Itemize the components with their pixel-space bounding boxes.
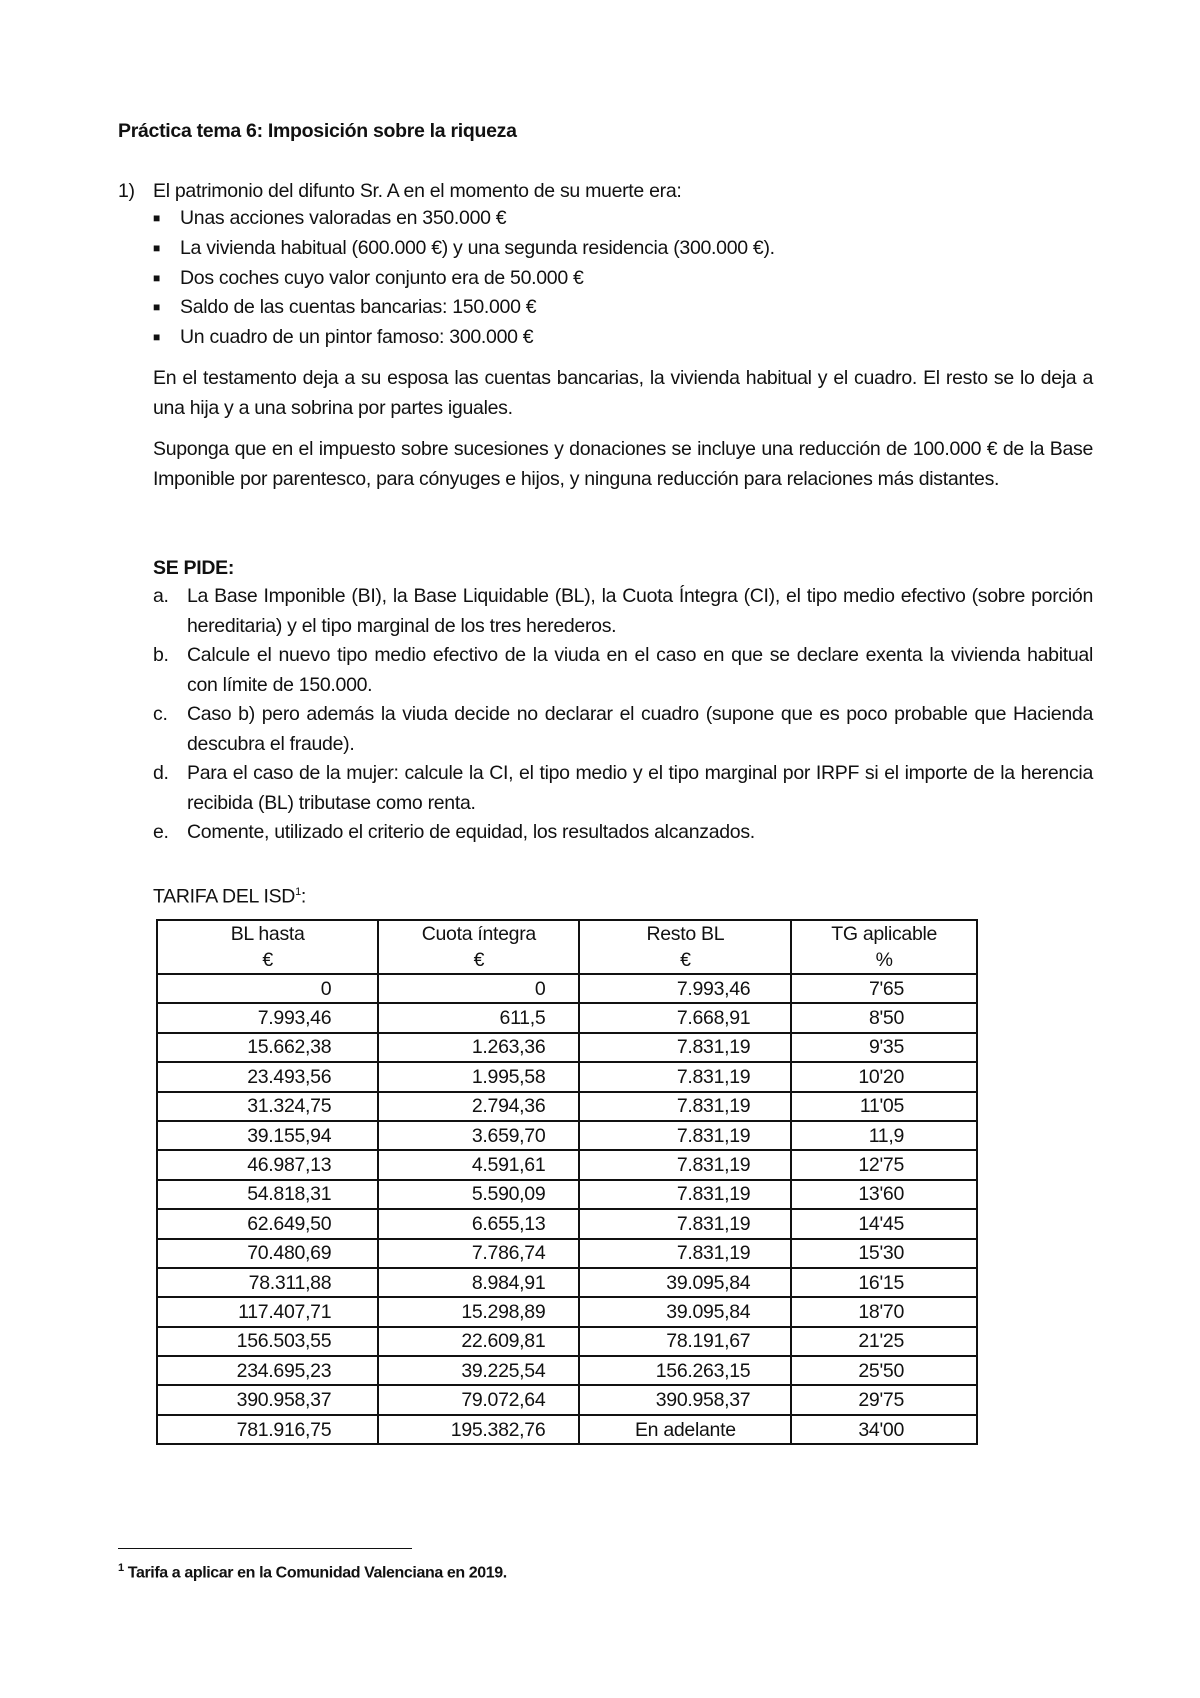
table-cell: 15.662,38 [157,1033,378,1062]
header-unit: € [473,949,485,971]
header-tg-aplicable [791,920,977,974]
table-cell: 13'60 [791,1180,977,1209]
table-cell: 611,5 [378,1003,579,1032]
table-row [157,1062,977,1091]
question-number: 1) [118,180,135,202]
table-row [157,1033,977,1062]
table-cell: 39.095,84 [579,1297,791,1326]
table-cell: 29'75 [791,1385,977,1414]
header-label: TG aplicable [831,923,938,945]
table-cell: 7.831,19 [579,1062,791,1091]
task-item [153,641,1093,700]
question-intro: El patrimonio del difunto Sr. A en el momento de su muerte era: [153,180,682,202]
table-cell: 23.493,56 [157,1062,378,1091]
will-paragraph: En el testamento deja a su esposa las cuentas bancarias, la vivienda habitual y el cuadro. El resto se lo deja a una hija y a una sobrina por partes iguales. [153,367,1093,419]
table-cell: En adelante [579,1415,791,1444]
header-unit: % [875,949,893,971]
table-cell: 79.072,64 [378,1385,579,1414]
table-cell: 7.831,19 [579,1033,791,1062]
list-item-text: Un cuadro de un pintor famoso: 300.000 € [180,326,534,348]
task-text: Calcule el nuevo tipo medio efectivo de la viuda en el caso en que se declare exenta la vivienda habitual con límite de 150.000. [187,644,1093,696]
footnote-ref: 1 [295,886,301,898]
table-cell: 234.695,23 [157,1356,378,1385]
table-cell: 7.831,19 [579,1180,791,1209]
table-cell: 7.831,19 [579,1150,791,1179]
table-cell: 1.995,58 [378,1062,579,1091]
table-header-row [157,920,977,974]
task-label: d. [153,762,169,784]
table-cell: 18'70 [791,1297,977,1326]
task-text: Comente, utilizado el criterio de equidad, los resultados alcanzados. [187,821,755,843]
square-bullet-icon: ■ [153,271,160,285]
table-cell: 15.298,89 [378,1297,579,1326]
table-row [157,1385,977,1414]
list-item-text: Dos coches cuyo valor conjunto era de 50.000 € [180,267,584,289]
table-cell: 62.649,50 [157,1209,378,1238]
table-cell: 34'00 [791,1415,977,1444]
header-cuota-integra [378,920,579,974]
list-item [153,292,536,322]
reduction-paragraph: Suponga que en el impuesto sobre sucesiones y donaciones se incluye una reducción de 100.000 € de la Base Imponible por parentesco, para cónyuges e hijos, y ninguna reducción para relaciones más distantes. [153,438,1093,490]
square-bullet-icon: ■ [153,241,160,255]
header-label: BL hasta [230,923,305,945]
footnote [118,1562,507,1582]
table-row [157,1327,977,1356]
table-cell: 14'45 [791,1209,977,1238]
table-cell: 156.263,15 [579,1356,791,1385]
table-cell: 39.225,54 [378,1356,579,1385]
task-label: c. [153,703,168,725]
table-cell: 39.095,84 [579,1268,791,1297]
table-cell: 7.831,19 [579,1239,791,1268]
table-row [157,974,977,1003]
table-cell: 7.786,74 [378,1239,579,1268]
table-cell: 70.480,69 [157,1239,378,1268]
table-row [157,1180,977,1209]
list-item [153,233,775,263]
table-cell: 781.916,75 [157,1415,378,1444]
page-title: Práctica tema 6: Imposición sobre la riqueza [118,120,517,142]
table-cell: 10'20 [791,1062,977,1091]
table-cell: 5.590,09 [378,1180,579,1209]
table-cell: 39.155,94 [157,1121,378,1150]
task-text: Para el caso de la mujer: calcule la CI, el tipo medio y el tipo marginal por IRPF si el importe de la herencia recibida (BL) tributase como renta. [187,762,1093,814]
table-cell: 22.609,81 [378,1327,579,1356]
tarifa-label-text: TARIFA DEL ISD [153,885,296,908]
table-cell: 11,9 [791,1121,977,1150]
table-row [157,1121,977,1150]
table-cell: 0 [157,974,378,1003]
table-cell: 0 [378,974,579,1003]
table-cell: 7.831,19 [579,1121,791,1150]
table-cell: 31.324,75 [157,1092,378,1121]
task-label: a. [153,585,169,607]
list-item [153,263,584,293]
list-item-text: La vivienda habitual (600.000 €) y una segunda residencia (300.000 €). [180,237,775,259]
table-cell: 7.668,91 [579,1003,791,1032]
tarifa-label [153,877,306,912]
list-item [153,322,533,352]
task-label: e. [153,821,169,843]
table-cell: 390.958,37 [579,1385,791,1414]
table-row [157,1150,977,1179]
footnote-mark: 1 [118,1562,124,1574]
header-resto-bl [579,920,791,974]
table-cell: 1.263,36 [378,1033,579,1062]
table-cell: 7.831,19 [579,1092,791,1121]
se-pide-heading: SE PIDE: [153,557,235,579]
table-row [157,1209,977,1238]
task-label: b. [153,644,169,666]
table-cell: 4.591,61 [378,1150,579,1179]
table-row [157,1356,977,1385]
table-cell: 25'50 [791,1356,977,1385]
header-bl-hasta [157,920,378,974]
square-bullet-icon: ■ [153,330,160,344]
table-cell: 6.655,13 [378,1209,579,1238]
task-item [153,582,1093,641]
table-row [157,1003,977,1032]
table-cell: 78.311,88 [157,1268,378,1297]
footnote-divider [118,1548,412,1549]
table-row [157,1268,977,1297]
table-cell: 390.958,37 [157,1385,378,1414]
header-label: Cuota íntegra [421,923,536,945]
task-text: La Base Imponible (BI), la Base Liquidable (BL), la Cuota Íntegra (CI), el tipo medio efectivo (sobre porción hereditaria) y el tipo marginal de los tres herederos. [187,585,1093,637]
header-label: Resto BL [646,923,725,945]
header-unit: € [680,949,691,971]
square-bullet-icon: ■ [153,211,160,225]
table-cell: 12'75 [791,1150,977,1179]
table-row [157,1297,977,1326]
table-cell: 8.984,91 [378,1268,579,1297]
table-cell: 9'35 [791,1033,977,1062]
table-cell: 11'05 [791,1092,977,1121]
table-cell: 78.191,67 [579,1327,791,1356]
table-cell: 117.407,71 [157,1297,378,1326]
task-item [153,818,1093,848]
list-item [153,203,506,233]
table-cell: 2.794,36 [378,1092,579,1121]
table-cell: 7.993,46 [579,974,791,1003]
table-cell: 156.503,55 [157,1327,378,1356]
table-cell: 7.831,19 [579,1209,791,1238]
table-cell: 3.659,70 [378,1121,579,1150]
square-bullet-icon: ■ [153,300,160,314]
task-text: Caso b) pero además la viuda decide no declarar el cuadro (supone que es poco probable que Hacienda descubra el fraude). [187,703,1093,755]
table-cell: 7.993,46 [157,1003,378,1032]
table-row [157,1239,977,1268]
table-cell: 21'25 [791,1327,977,1356]
table-row [157,1092,977,1121]
list-item-text: Unas acciones valoradas en 350.000 € [180,207,507,229]
table-cell: 8'50 [791,1003,977,1032]
table-cell: 16'15 [791,1268,977,1297]
list-item-text: Saldo de las cuentas bancarias: 150.000 € [180,296,537,318]
table-cell: 46.987,13 [157,1150,378,1179]
footnote-text: Tarifa a aplicar en la Comunidad Valenciana en 2019. [127,1564,507,1582]
table-cell: 195.382,76 [378,1415,579,1444]
tax-rate-table [156,919,978,1445]
tarifa-label-suffix: : [300,885,307,908]
header-unit: € [262,949,273,971]
task-item [153,759,1093,818]
table-cell: 54.818,31 [157,1180,378,1209]
table-cell: 7'65 [791,974,977,1003]
table-row [157,1415,977,1444]
table-cell: 15'30 [791,1239,977,1268]
task-item [153,700,1093,759]
